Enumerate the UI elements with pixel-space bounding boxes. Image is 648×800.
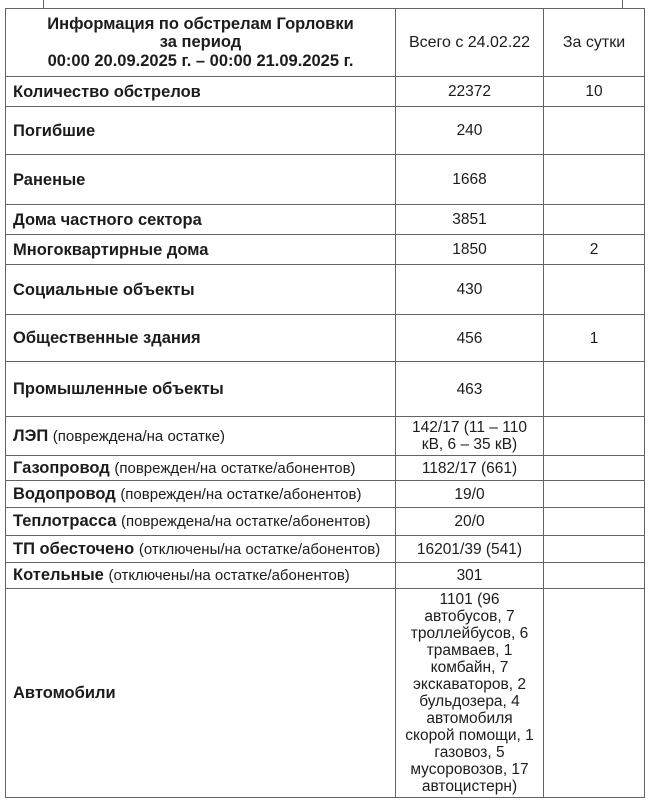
row-label-cell	[6, 536, 396, 563]
daily-value-cell	[544, 481, 645, 508]
row-label-cell	[6, 77, 396, 107]
daily-value-cell	[544, 536, 645, 563]
table-row	[6, 536, 645, 563]
daily-value-cell	[544, 456, 645, 481]
daily-value-cell	[544, 417, 645, 456]
row-label-cell	[6, 205, 396, 235]
column-header-total: Всего с 24.02.22	[396, 9, 544, 77]
row-label: Газопровод	[13, 458, 110, 477]
row-label-cell	[6, 155, 396, 205]
table-row	[6, 265, 645, 315]
row-label-cell	[6, 107, 396, 155]
table-row	[6, 235, 645, 265]
row-label-cell	[6, 508, 396, 536]
row-label: ЛЭП	[13, 426, 49, 445]
row-label-note: (отключены/на остатке/абонентов)	[138, 540, 381, 558]
total-value-cell: 1182/17 (661)	[396, 456, 544, 481]
daily-value-cell	[544, 589, 645, 798]
table-title-line: 00:00 20.09.2025 г. – 00:00 21.09.2025 г.	[47, 51, 354, 70]
row-label-cell	[6, 235, 396, 265]
daily-value-cell	[544, 508, 645, 536]
row-label: Погибшие	[13, 121, 96, 140]
table-row	[6, 417, 645, 456]
total-value-cell: 456	[396, 315, 544, 362]
row-label-cell	[6, 265, 396, 315]
row-label: Количество обстрелов	[13, 82, 201, 101]
row-label: Дома частного сектора	[13, 210, 202, 229]
row-label: Котельные	[13, 566, 104, 584]
row-label: Раненые	[13, 170, 86, 189]
daily-value-cell	[544, 155, 645, 205]
total-value-cell: 16201/39 (541)	[396, 536, 544, 563]
row-label-cell	[6, 362, 396, 417]
table-title	[6, 9, 396, 77]
row-label-cell	[6, 481, 396, 508]
table-row	[6, 456, 645, 481]
row-label: ТП обесточено	[13, 539, 135, 558]
total-value-cell: 1850	[396, 235, 544, 265]
total-value-cell: 430	[396, 265, 544, 315]
row-label: Теплотрасса	[13, 512, 117, 530]
row-label-cell	[6, 315, 396, 362]
table-row	[6, 77, 645, 107]
row-label: Автомобили	[13, 684, 116, 702]
total-value-cell: 240	[396, 107, 544, 155]
row-label: Промышленные объекты	[13, 380, 224, 398]
column-header-daily: За сутки	[544, 9, 645, 77]
table-row	[6, 362, 645, 417]
daily-value-cell	[544, 563, 645, 589]
row-label-note: (повреждена/на остатке)	[52, 427, 225, 445]
daily-value-cell	[544, 205, 645, 235]
row-label: Общественные здания	[13, 329, 201, 347]
daily-value-cell: 2	[544, 235, 645, 265]
total-value-cell: 20/0	[396, 508, 544, 536]
table-row	[6, 315, 645, 362]
row-label-note: (поврежден/на остатке/абонентов)	[114, 459, 356, 477]
total-value-cell: 463	[396, 362, 544, 417]
table-row	[6, 481, 645, 508]
table-title-line: Информация по обстрелам Горловки	[47, 14, 354, 33]
table-row	[6, 205, 645, 235]
table-row	[6, 508, 645, 536]
total-value-cell: 22372	[396, 77, 544, 107]
row-label-cell	[6, 417, 396, 456]
row-label: Социальные объекты	[13, 280, 195, 299]
row-label-note: (поврежден/на остатке/абонентов)	[120, 485, 362, 503]
row-label-note: (повреждена/на остатке/абонентов)	[121, 513, 371, 530]
row-label-cell	[6, 563, 396, 589]
table-row	[6, 107, 645, 155]
row-label-cell	[6, 456, 396, 481]
total-value-cell: 1101 (96 автобусов, 7 троллейбусов, 6 трамваев, 1 комбайн, 7 экскаваторов, 2 бульдозера, 4 автомобиля скорой помощи, 1 газовоз, 5 мусоровозов, 17 автоцистерн)	[396, 589, 544, 798]
table-title-line: за период	[159, 33, 242, 52]
row-label: Многоквартирные дома	[13, 240, 209, 259]
row-label: Водопровод	[13, 484, 116, 503]
table-row	[6, 563, 645, 589]
total-value-cell: 19/0	[396, 481, 544, 508]
daily-value-cell	[544, 265, 645, 315]
row-label-cell	[6, 589, 396, 798]
daily-value-cell: 1	[544, 315, 645, 362]
total-value-cell: 301	[396, 563, 544, 589]
table-header-row	[6, 9, 645, 77]
row-label-note: (отключены/на остатке/абонентов)	[108, 567, 350, 584]
daily-value-cell	[544, 107, 645, 155]
total-value-cell: 3851	[396, 205, 544, 235]
daily-value-cell: 10	[544, 77, 645, 107]
total-value-cell: 142/17 (11 – 110 кВ, 6 – 35 кВ)	[396, 417, 544, 456]
shelling-info-table	[5, 8, 645, 798]
table-row	[6, 155, 645, 205]
table-row	[6, 589, 645, 798]
total-value-cell: 1668	[396, 155, 544, 205]
daily-value-cell	[544, 362, 645, 417]
